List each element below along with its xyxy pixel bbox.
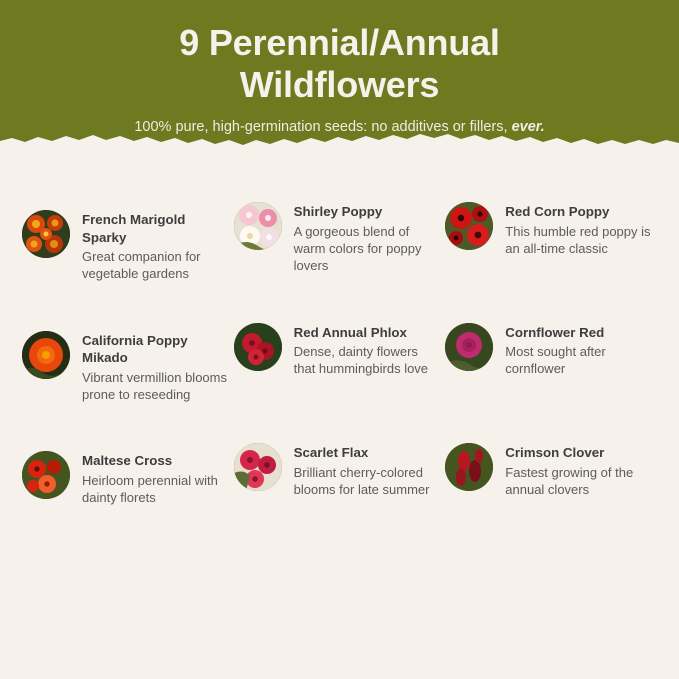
flower-description: Great companion for vegetable gardens — [82, 249, 201, 282]
flower-item-red-annual-phlox[interactable] — [234, 323, 446, 404]
flower-item-scarlet-flax[interactable] — [234, 443, 446, 506]
page-title-line-1: 9 Perennial/Annual — [179, 22, 500, 63]
cornflower-red-icon — [445, 323, 493, 371]
flower-text — [82, 451, 228, 506]
flower-name: Scarlet Flax — [293, 445, 369, 461]
header-text-block — [0, 0, 679, 135]
flower-text — [505, 443, 651, 498]
flower-text — [82, 210, 228, 283]
flower-text — [294, 202, 440, 274]
flower-text — [82, 331, 228, 404]
flower-name: French Marigold Sparky — [82, 212, 186, 245]
flower-row — [22, 445, 657, 506]
flower-description: This humble red poppy is an all-time classic — [505, 223, 651, 256]
flower-description: Vibrant vermillion blooms prone to reseeding — [82, 369, 227, 403]
flower-item-red-corn-poppy[interactable] — [445, 202, 657, 283]
flower-name: Red Annual Phlox — [293, 324, 407, 340]
flower-description: A gorgeous blend of warm colors for poppy lovers — [293, 223, 422, 274]
flower-item-cornflower-red[interactable] — [445, 323, 657, 404]
flower-name: Shirley Poppy — [293, 204, 383, 219]
flower-description: Brilliant cherry-colored blooms for late summer — [293, 464, 430, 498]
page-title — [60, 22, 619, 107]
red-corn-poppy-icon — [445, 202, 493, 250]
flower-description: Most sought after cornflower — [505, 344, 606, 377]
flower-item-california-poppy-mikado[interactable] — [22, 331, 234, 404]
flower-text — [294, 323, 440, 378]
page-title-line-2: Wildflowers — [239, 64, 440, 106]
flower-description: Heirloom perennial with dainty florets — [82, 472, 218, 506]
flower-description: Dense, dainty flowers that hummingbirds love — [293, 344, 429, 377]
flower-name: California Poppy Mikado — [82, 332, 188, 366]
flower-row — [22, 324, 657, 404]
california-poppy-icon — [22, 331, 70, 379]
flower-item-shirley-poppy[interactable] — [234, 202, 446, 283]
maltese-cross-icon — [22, 451, 70, 499]
flower-name: Red Corn Poppy — [505, 204, 610, 219]
marigold-icon — [22, 210, 70, 258]
page-subtitle-emphasis: ever. — [511, 118, 545, 135]
flower-name: Cornflower Red — [505, 324, 605, 340]
flower-row — [22, 204, 657, 283]
page-subtitle-main: 100% pure, high-germination seeds: no additives or fillers, — [134, 118, 508, 135]
flower-name: Maltese Cross — [82, 453, 173, 469]
page-header — [0, 0, 679, 152]
flower-grid — [0, 152, 679, 506]
flower-item-french-marigold-sparky[interactable] — [22, 210, 234, 283]
flower-text — [294, 443, 440, 498]
flower-text — [505, 323, 651, 378]
scarlet-flax-icon — [234, 443, 282, 491]
flower-text — [505, 202, 651, 257]
flower-name: Crimson Clover — [505, 445, 605, 461]
flower-description: Fastest growing of the annual clovers — [505, 464, 634, 498]
torn-paper-edge-divider — [0, 127, 679, 152]
crimson-clover-icon — [445, 443, 493, 491]
flower-item-maltese-cross[interactable] — [22, 451, 234, 506]
flower-item-crimson-clover[interactable] — [445, 443, 657, 506]
red-phlox-icon — [234, 323, 282, 371]
shirley-poppy-icon — [234, 202, 282, 250]
